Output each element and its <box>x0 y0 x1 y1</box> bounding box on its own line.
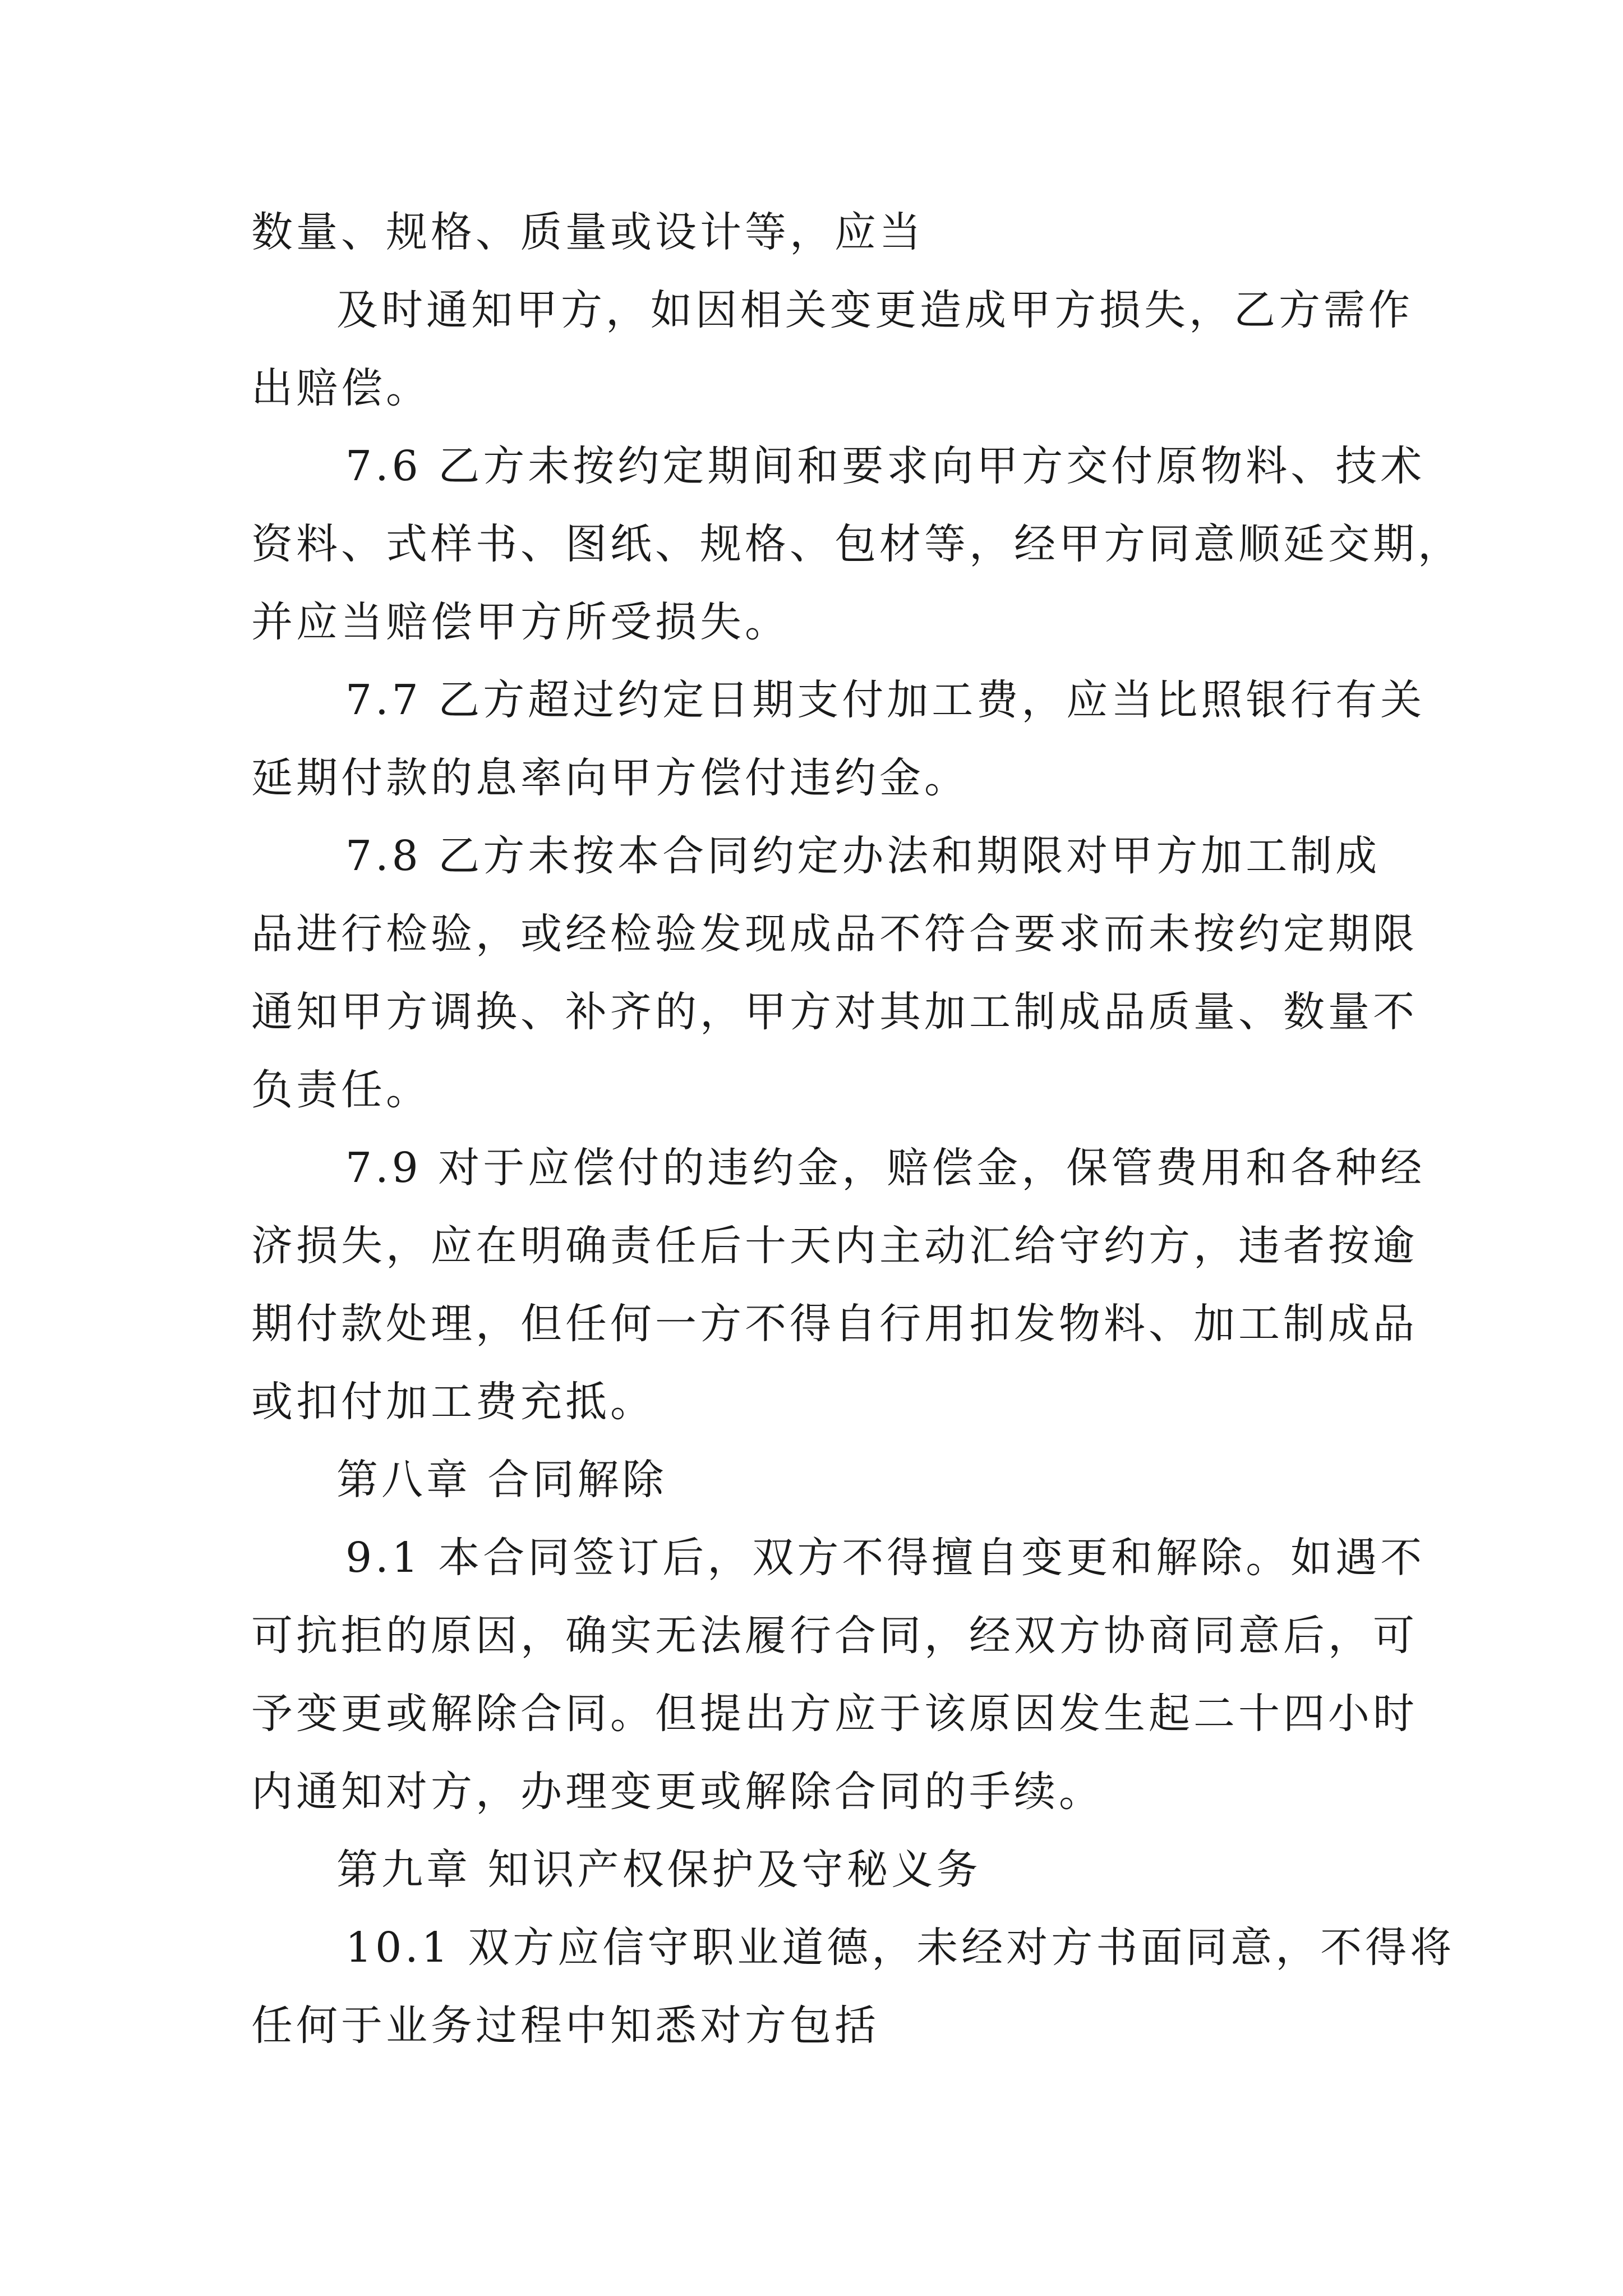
text-line: 或扣付加工费充抵。 <box>251 1378 655 1426</box>
clause-7-9: 7.9 对于应偿付的违约金，赔偿金，保管费用和各种经 <box>345 1144 1426 1192</box>
text-line: 期付款处理，但任何一方不得自行用扣发物料、加工制成品 <box>251 1300 1418 1348</box>
text-line: 通知甲方调换、补齐的，甲方对其加工制成品质量、数量不 <box>251 988 1418 1036</box>
text-line: 并应当赔偿甲方所受损失。 <box>251 598 790 646</box>
text-line: 负责任。 <box>251 1066 431 1114</box>
text-line: 延期付款的息率向甲方偿付违约金。 <box>251 754 969 802</box>
text-line: 数量、规格、质量或设计等，应当 <box>251 208 924 256</box>
text-line: 济损失，应在明确责任后十天内主动汇给守约方，违者按逾 <box>251 1222 1418 1270</box>
clause-7-6: 7.6 乙方未按约定期间和要求向甲方交付原物料、技术 <box>345 442 1426 490</box>
text-line: 资料、式样书、图纸、规格、包材等，经甲方同意顺延交期， <box>251 520 1463 568</box>
document-body <box>251 194 1463 2065</box>
clause-7-7: 7.7 乙方超过约定日期支付加工费，应当比照银行有关 <box>345 676 1426 724</box>
clause-10-1: 10.1 双方应信守职业道德，未经对方书面同意，不得将 <box>345 1924 1455 1972</box>
clause-9-1: 9.1 本合同签订后，双方不得擅自变更和解除。如遇不 <box>345 1534 1426 1582</box>
chapter-heading-8: 第八章 合同解除 <box>336 1456 667 1504</box>
text-line: 出赔偿。 <box>251 364 431 412</box>
clause-7-8: 7.8 乙方未按本合同约定办法和期限对甲方加工制成 <box>345 832 1381 880</box>
chapter-heading-9: 第九章 知识产权保护及守秘义务 <box>336 1846 981 1894</box>
text-line: 品进行检验，或经检验发现成品不符合要求而未按约定期限 <box>251 910 1418 958</box>
text-line: 及时通知甲方，如因相关变更造成甲方损失，乙方需作 <box>336 286 1413 334</box>
text-line: 内通知对方，办理变更或解除合同的手续。 <box>251 1768 1104 1816</box>
text-line: 予变更或解除合同。但提出方应于该原因发生起二十四小时 <box>251 1690 1418 1738</box>
text-line: 可抗拒的原因，确实无法履行合同，经双方协商同意后，可 <box>251 1612 1418 1660</box>
text-line: 任何于业务过程中知悉对方包括 <box>251 2001 879 2050</box>
